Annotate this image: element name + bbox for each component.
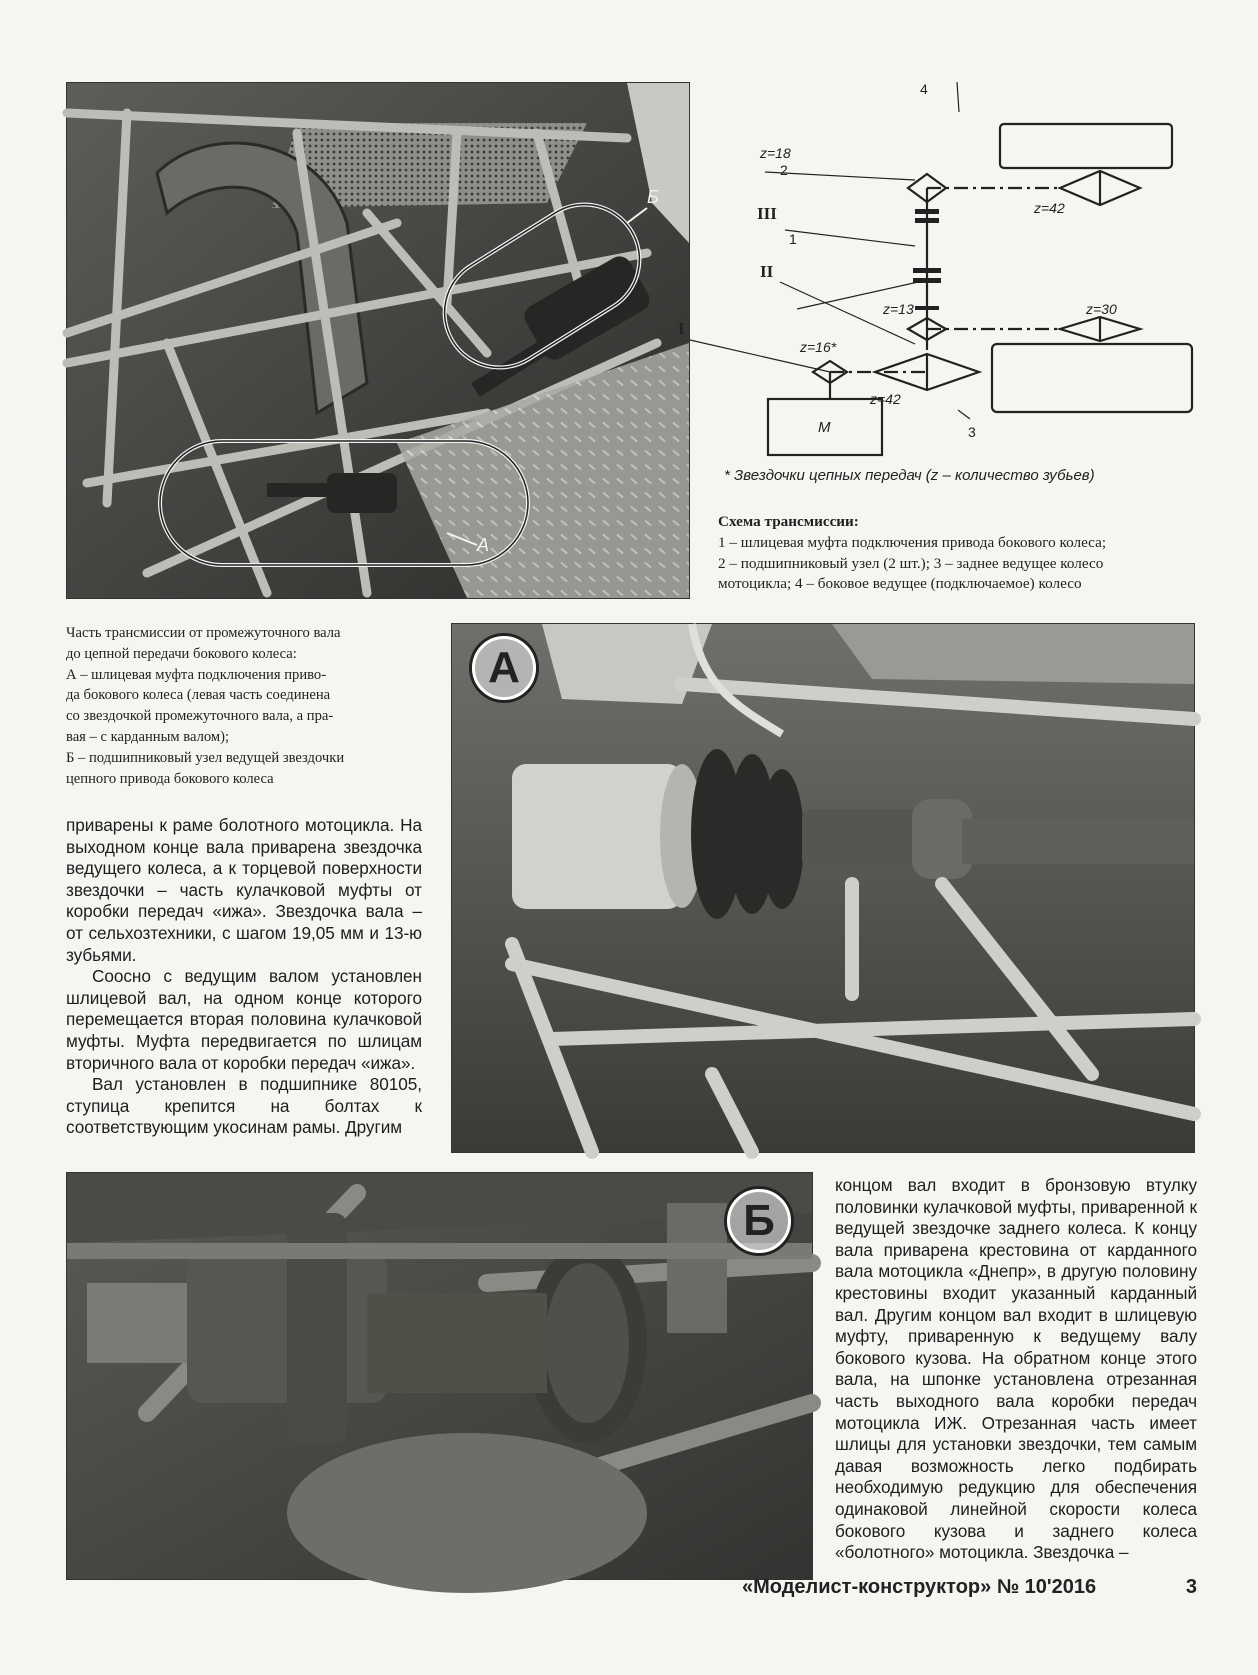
body-paragraph: Соосно с ведущим валом установлен шлицевой вал, на одном конце которого перемещается вторая половина кулачковой муфты. Муфта передвигается по шлицам вторичного вала от коробки передач «ижа». bbox=[66, 966, 422, 1073]
scheme-caption-line: 2 – подшипниковый узел (2 шт.); 3 – заднее ведущее колесо bbox=[718, 554, 1104, 572]
scheme-roman-3: III bbox=[757, 204, 777, 223]
body-paragraph: Вал установлен в подшипнике 80105, ступица крепится на болтах к соответствующим укосинам рамы. Другим bbox=[66, 1074, 422, 1138]
photo-mark-b: Б bbox=[647, 187, 659, 207]
gear-z16: z=16* bbox=[800, 339, 837, 355]
photo-caption-line: да бокового колеса (левая часть соединена bbox=[66, 687, 331, 704]
photo-mark-a: А bbox=[477, 535, 490, 555]
photo-b-image bbox=[67, 1173, 812, 1579]
page-number: 3 bbox=[1185, 1576, 1197, 1598]
photo-a-coupling bbox=[451, 623, 1195, 1153]
transmission-scheme bbox=[678, 81, 1220, 502]
scheme-roman-2: II bbox=[760, 262, 774, 281]
gear-z42-bottom: z=42 bbox=[870, 391, 901, 407]
scheme-label-3: 3 bbox=[968, 424, 976, 440]
photo-caption-line: Б – подшипниковый узел ведущей звездочки bbox=[66, 749, 345, 766]
photo-caption-line: со звездочкой промежуточного вала, а пра- bbox=[66, 708, 334, 725]
scheme-label-1: 1 bbox=[789, 231, 797, 247]
magazine-issue: «Моделист-конструктор» № 10'2016 bbox=[742, 1576, 1097, 1598]
photo-caption-line: А – шлицевая муфта подключения приво- bbox=[66, 666, 327, 683]
photo-caption-line: Часть трансмиссии от промежуточного вала bbox=[66, 625, 341, 641]
photo-caption bbox=[66, 623, 426, 789]
photo-frame-overview-image bbox=[67, 83, 689, 598]
scheme-label-2: 2 bbox=[780, 162, 788, 178]
scheme-footnote: * Звездочки цепных передач (z – количество зубьев) bbox=[724, 467, 1095, 484]
photo-b-label: Б bbox=[727, 1189, 791, 1253]
scheme-caption-title: Схема трансмиссии: bbox=[718, 513, 859, 530]
gear-z30: z=30 bbox=[1086, 301, 1117, 317]
scheme-label-4: 4 bbox=[920, 81, 928, 97]
photo-frame-overview bbox=[66, 82, 690, 599]
gear-z18: z=18 bbox=[760, 145, 791, 161]
body-paragraph: приварены к раме болотного мотоцикла. На выходном конце вала приварена звездочка ведущего колеса, а к торцевой поверхности звездочки – часть кулачковой муфты от коробки передач «ижа». Звездочка вала – от сельхозтехники, с шагом 19,05 мм и 13-ю зубьями. bbox=[66, 815, 422, 965]
photo-caption-line: вая – с карданным валом); bbox=[66, 728, 230, 745]
body-paragraph: концом вал входит в бронзовую втулку половинки кулачковой муфты, приваренной к ведущей звездочке заднего колеса. К концу вала приварена крестовина от карданного вала мотоцикла «Днепр», в другую половину крестовины входит указанный карданный вал. Другим концом вал входит в шлицевую муфту, приваренную к ведущему валу бокового кузова. На обратном конце этого вала, на шпонке установлена отрезанная часть выходного вала коробки передач мотоцикла ИЖ. Отрезанная часть имеет шлицы для установки звездочки, тем самым давая возможность легко подбирать необходимую редукцию для обеспечения одинаковой линейной скорости колеса бокового кузова и заднего колеса «болотного» мотоцикла. Звездочка – bbox=[835, 1175, 1197, 1563]
rear-wheel-box bbox=[992, 344, 1192, 412]
scheme-caption-line: 1 – шлицевая муфта подключения привода бокового колеса; bbox=[718, 533, 1107, 551]
scheme-caption bbox=[718, 512, 1203, 595]
body-text-right bbox=[835, 1175, 1197, 1564]
gear-z42-top: z=42 bbox=[1034, 200, 1065, 216]
scheme-motor-label: M bbox=[818, 419, 831, 436]
photo-a-image bbox=[452, 624, 1194, 1152]
gear-z13: z=13 bbox=[883, 301, 914, 317]
page-footer bbox=[742, 1576, 1197, 1599]
scheme-caption-line: мотоцикла; 4 – боковое ведущее (подключаемое) колесо bbox=[718, 575, 1082, 593]
scheme-roman-1: I bbox=[678, 319, 685, 338]
photo-caption-line: до цепной передачи бокового колеса: bbox=[66, 645, 297, 662]
side-wheel-box bbox=[1000, 124, 1172, 168]
photo-b-bearing bbox=[66, 1172, 813, 1580]
body-text-left bbox=[66, 815, 422, 1139]
photo-caption-line: цепного привода бокового колеса bbox=[66, 770, 274, 787]
photo-a-label: А bbox=[472, 636, 536, 700]
